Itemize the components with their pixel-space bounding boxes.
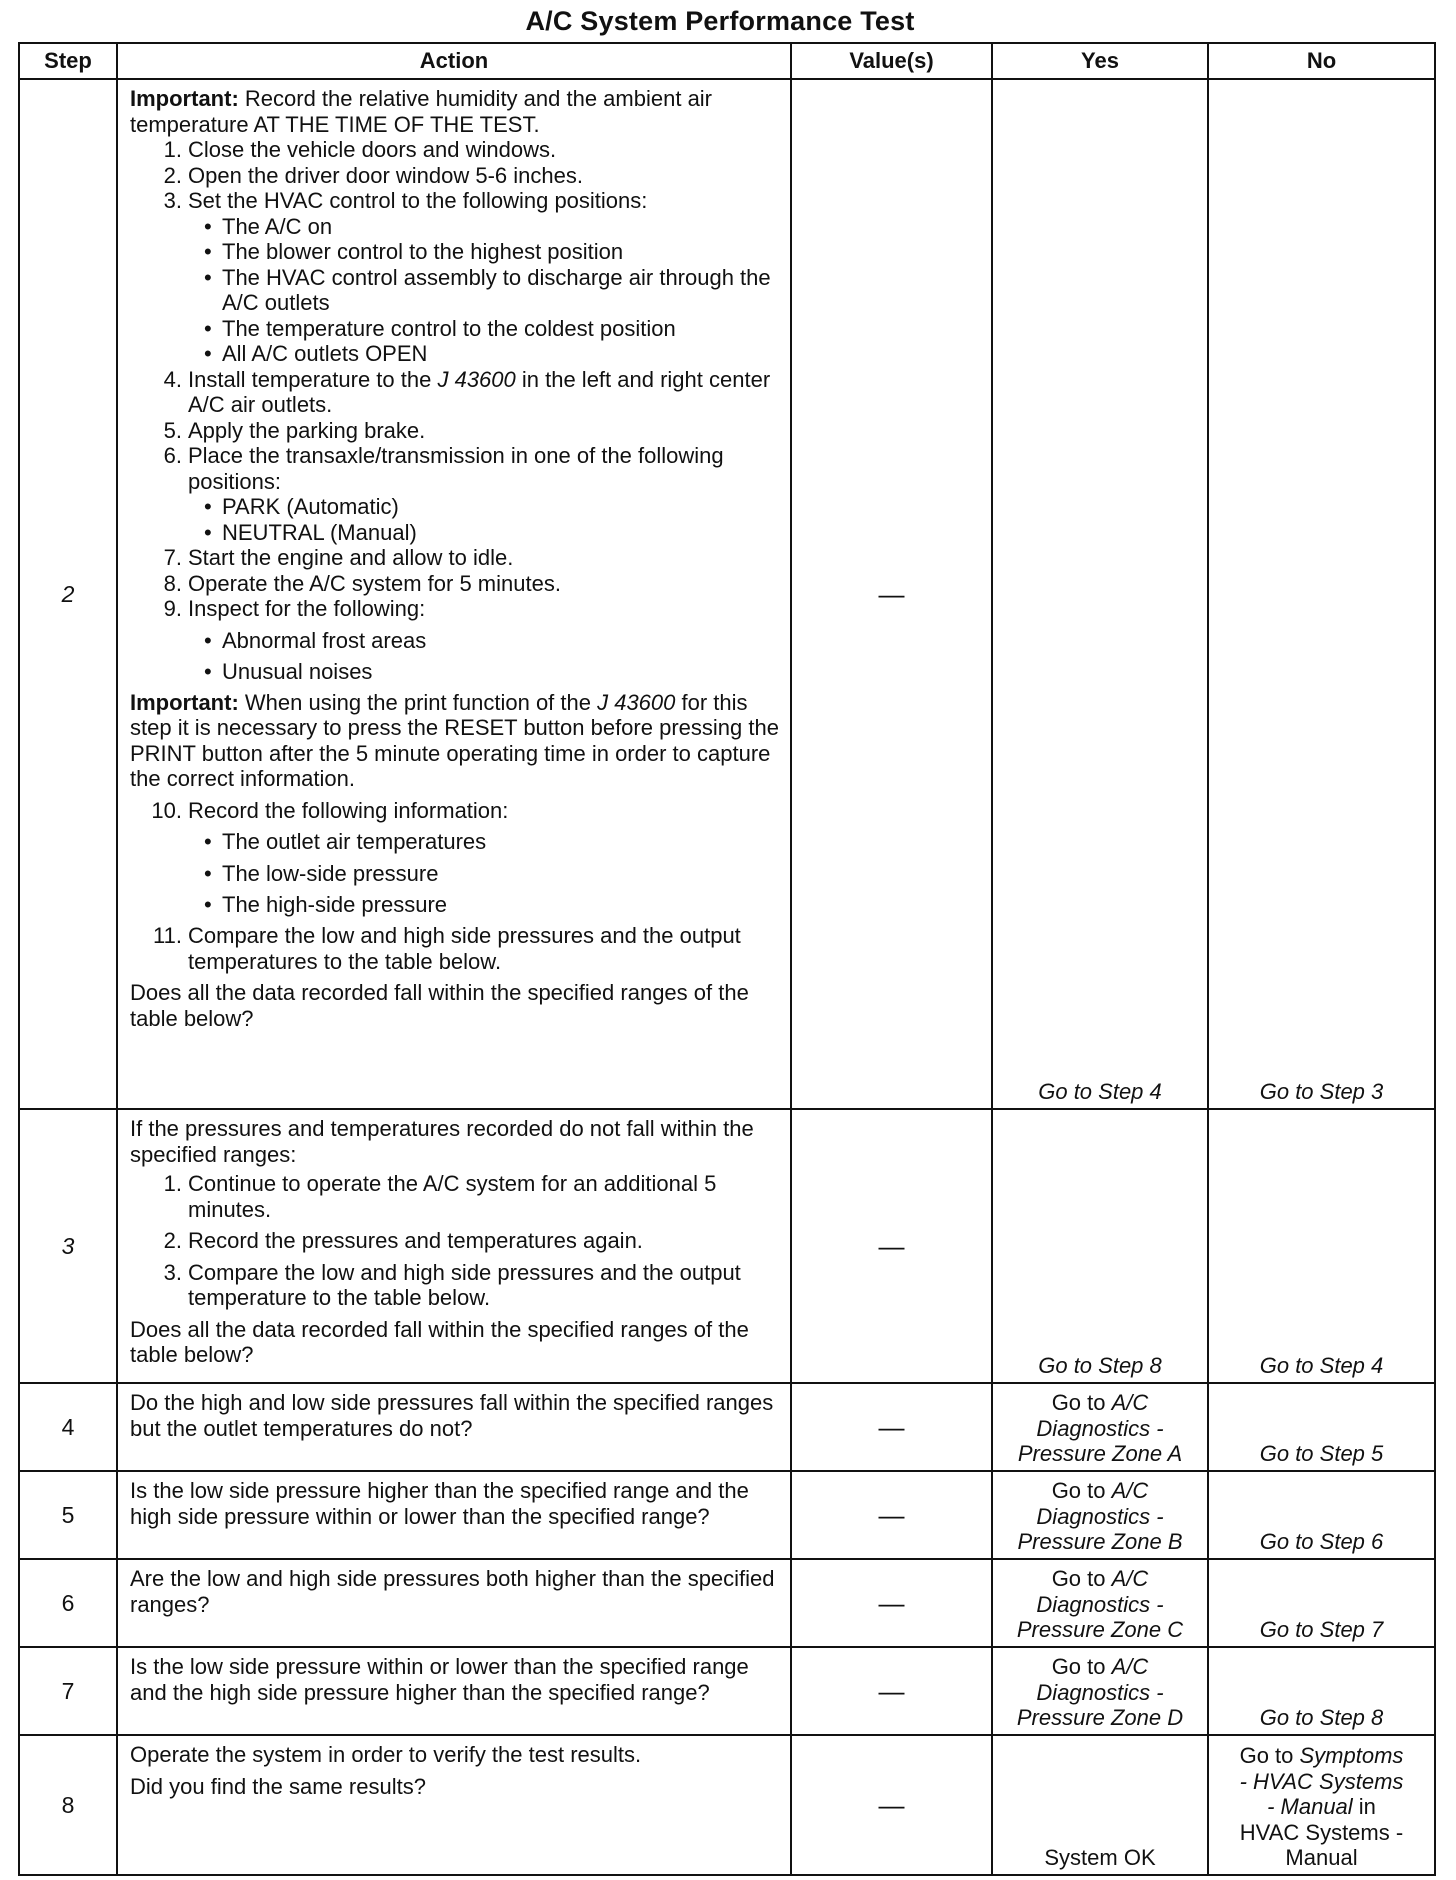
header-row [19,43,1435,79]
important-label: Important: [130,86,239,111]
yes-result[interactable]: Go to Step 8 [992,1109,1208,1383]
step-instruction: Operate the system in order to verify the test results. [130,1742,642,1767]
step-question: Is the low side pressure within or lower than the specified range and the high side pressure higher than the specified range? [130,1654,749,1705]
step-number: 4 [19,1383,117,1471]
step-number: 3 [19,1109,117,1383]
yes-result[interactable]: Go to A/C Diagnostics - Pressure Zone B [992,1471,1208,1559]
step-value: — [791,1735,992,1875]
step-row-3 [19,1109,1435,1383]
list-item: 1. Close the vehicle doors and windows. [163,137,557,163]
bullet-item: • The low-side pressure [188,861,780,887]
no-result[interactable]: Go to Step 4 [1208,1109,1435,1383]
list-item: 3. Set the HVAC control to the following positions: • The A/C on • The blower control to the highest position • The HVAC control assembly to discharge air through the A/C outlets • The temperature control to the coldest position • All A/C outlets OPEN [130,188,780,367]
list-item: 7. Start the engine and allow to idle. [163,545,514,571]
yes-result[interactable]: Go to A/C Diagnostics - Pressure Zone A [992,1383,1208,1471]
step-row-4 [19,1383,1435,1471]
step-question: Is the low side pressure higher than the specified range and the high side pressure within or lower than the specified range? [130,1478,749,1529]
no-result[interactable]: Go to Symptoms - HVAC Systems - Manual in HVAC Systems - Manual [1208,1735,1435,1875]
no-result[interactable]: Go to Step 3 [1208,79,1435,1109]
yes-result[interactable]: Go to Step 4 [992,79,1208,1109]
instruction-list [130,137,780,685]
step-action [117,1559,791,1647]
step-row-7 [19,1647,1435,1735]
list-item: 6. Place the transaxle/transmission in one of the following positions: • PARK (Automatic) • NEUTRAL (Manual) [130,443,780,545]
step-value: — [791,1383,992,1471]
step-number: 5 [19,1471,117,1559]
list-item: 11. Compare the low and high side pressures and the output temperatures to the table below. [153,922,741,974]
important-note: Important: When using the print function of the J 43600 for this step it is necessary to press the RESET button before pressing the PRINT button after the 5 minute operating time in order to capture the correct information. [130,689,779,792]
step-value: — [791,1109,992,1383]
header-no: No [1208,43,1435,79]
step-number: 7 [19,1647,117,1735]
list-item: 4. Install temperature to the J 43600 in the left and right center A/C air outlets. [163,366,771,418]
step-value: — [791,79,992,1109]
page-title: A/C System Performance Test [525,6,915,36]
header-yes: Yes [992,43,1208,79]
step-question: Does all the data recorded fall within the specified ranges of the table below? [130,980,749,1031]
step-number: 8 [19,1735,117,1875]
step-value: — [791,1471,992,1559]
list-item: 2. Open the driver door window 5-6 inches. [163,162,583,188]
no-result[interactable]: Go to Step 5 [1208,1383,1435,1471]
step-question: Do the high and low side pressures fall within the specified ranges but the outlet temperatures do not? [130,1390,774,1441]
important-note [130,86,780,137]
step-action [117,1109,791,1383]
no-result[interactable]: Go to Step 8 [1208,1647,1435,1735]
bullet-item: • PARK (Automatic) [188,494,780,520]
bullet-item: • All A/C outlets OPEN [188,341,780,367]
instruction-list [130,1171,780,1311]
yes-result[interactable]: Go to A/C Diagnostics - Pressure Zone C [992,1559,1208,1647]
step-intro: If the pressures and temperatures recorded do not fall within the specified ranges: [130,1116,754,1167]
step-action [117,79,791,1109]
no-result[interactable]: Go to Step 6 [1208,1471,1435,1559]
instruction-list [130,798,780,974]
bullet-item: • Abnormal frost areas [188,628,780,654]
step-action [117,1383,791,1471]
performance-test-table [18,42,1436,1876]
step-action [117,1647,791,1735]
bullet-list [188,829,780,918]
list-item: 10. Record the following information: • The outlet air temperatures • The low-side pressure • The high-side pressure [130,798,780,918]
bullet-item: • Unusual noises [188,659,780,685]
bullet-item: • The A/C on [188,214,780,240]
step-value: — [791,1647,992,1735]
bullet-item: • The outlet air temperatures [188,829,780,855]
step-row-2 [19,79,1435,1109]
step-question: Does all the data recorded fall within the specified ranges of the table below? [130,1316,749,1368]
bullet-item: • The temperature control to the coldest position [188,316,780,342]
header-step: Step [19,43,117,79]
list-item: 1. Continue to operate the A/C system for an additional 5 minutes. [163,1171,717,1222]
bullet-list [188,494,780,545]
step-value: — [791,1559,992,1647]
step-action [117,1735,791,1875]
step-question: Are the low and high side pressures both higher than the specified ranges? [130,1566,775,1617]
tool-reference: J 43600 [437,366,516,392]
important-label: Important: [130,689,239,715]
step-number: 6 [19,1559,117,1647]
header-values: Value(s) [791,43,992,79]
list-item: 2. Record the pressures and temperatures again. [163,1228,643,1254]
bullet-list [188,628,780,685]
step-row-5 [19,1471,1435,1559]
important-text: Record the relative humidity and the ambient air temperature AT THE TIME OF THE TEST. [130,86,713,137]
bullet-item: • NEUTRAL (Manual) [188,520,780,546]
yes-result[interactable]: Go to A/C Diagnostics - Pressure Zone D [992,1647,1208,1735]
tool-reference: J 43600 [597,689,676,715]
bullet-item: • The high-side pressure [188,892,780,918]
step-question: Did you find the same results? [130,1773,426,1799]
bullet-item: • The blower control to the highest position [188,239,780,265]
step-action [117,1471,791,1559]
no-result[interactable]: Go to Step 7 [1208,1559,1435,1647]
list-item: 5. Apply the parking brake. [163,417,426,443]
step-row-6 [19,1559,1435,1647]
list-item: 9. Inspect for the following: • Abnormal frost areas • Unusual noises [130,596,780,685]
step-row-8 [19,1735,1435,1875]
bullet-list [188,214,780,367]
step-number: 2 [19,79,117,1109]
list-item: 3. Compare the low and high side pressures and the output temperature to the table below. [163,1259,741,1311]
header-action: Action [117,43,791,79]
yes-result[interactable]: System OK [992,1735,1208,1875]
bullet-item: • The HVAC control assembly to discharge air through the A/C outlets [188,265,780,316]
list-item: 8. Operate the A/C system for 5 minutes. [163,570,561,596]
